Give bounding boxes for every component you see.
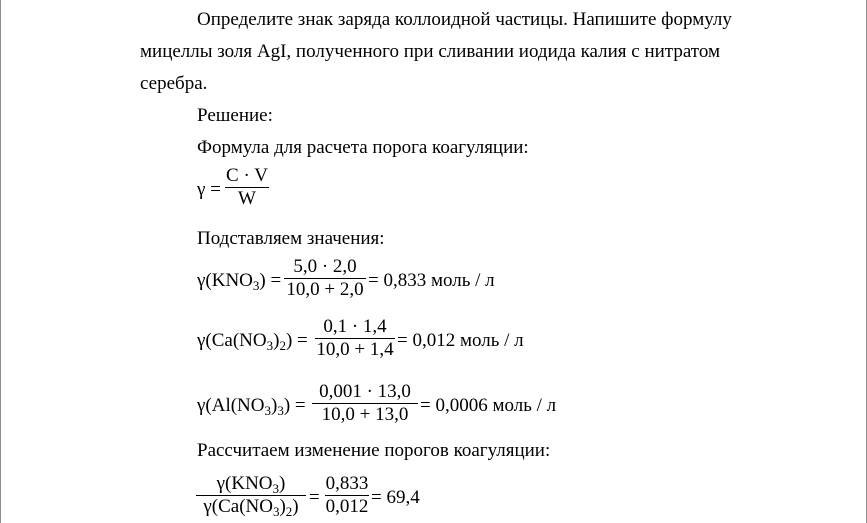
eq2-numerator: 0,1 · 1,4 [323,316,387,337]
eq3-lhs: $\gamma(Al(NO_3)_3)$ = [197,395,306,418]
eq3-numerator: 0,001 · 13,0 [319,381,411,402]
ratio1-lhs-numerator: $\gamma(KNO_3)$ [216,473,286,496]
task-line-2: мицеллы золя AgI, полученного при сливании иодида калия с нитратом [140,41,721,62]
ratio1-lhs-denominator: $\gamma(Ca(NO_3)_2)$ [203,496,299,519]
ratio1-value-numerator: 0,833 [325,473,369,494]
ratio-label: Рассчитаем изменение порогов коагуляции: [197,440,551,461]
eq1-denominator: 10,0 + 2,0 [286,279,364,300]
eq1-fraction [284,257,366,300]
formula-lhs: γ = [197,179,221,200]
task-line-1: Определите знак заряда коллоидной частицы. Напишите формулу [197,9,732,30]
ratio1-result: = 69,4 [371,487,420,508]
substitute-label: Подставляем значения: [197,228,385,249]
eq2-denominator: 10,0 + 1,4 [316,339,394,360]
ratio1-value-denominator: 0,012 [325,496,369,517]
eq1-result: = 0,833 моль / л [368,270,495,291]
formula-fraction [225,166,269,209]
formula-numerator: C · V [226,165,268,186]
ratio1-equals: = [309,487,320,508]
solution-label: Решение: [197,105,273,126]
eq2-result: = 0,012 моль / л [397,330,524,351]
eq1-numerator: 5,0 · 2,0 [293,256,357,277]
ratio1-value-fraction [325,474,369,517]
eq2-lhs: $\gamma(Ca(NO_3)_2)$ = [197,330,308,353]
eq3-result: = 0,0006 моль / л [420,395,557,416]
eq1-lhs: $\gamma(KNO_3)$ = [197,270,282,293]
ratio1-lhs-fraction [196,474,306,517]
eq3-denominator: 10,0 + 13,0 [321,404,409,425]
formula-denominator: W [238,188,256,209]
formula-label: Формула для расчета порога коагуляции: [197,137,529,158]
eq3-fraction [312,382,418,425]
task-line-3: серебра. [140,73,208,94]
eq2-fraction [315,317,395,360]
